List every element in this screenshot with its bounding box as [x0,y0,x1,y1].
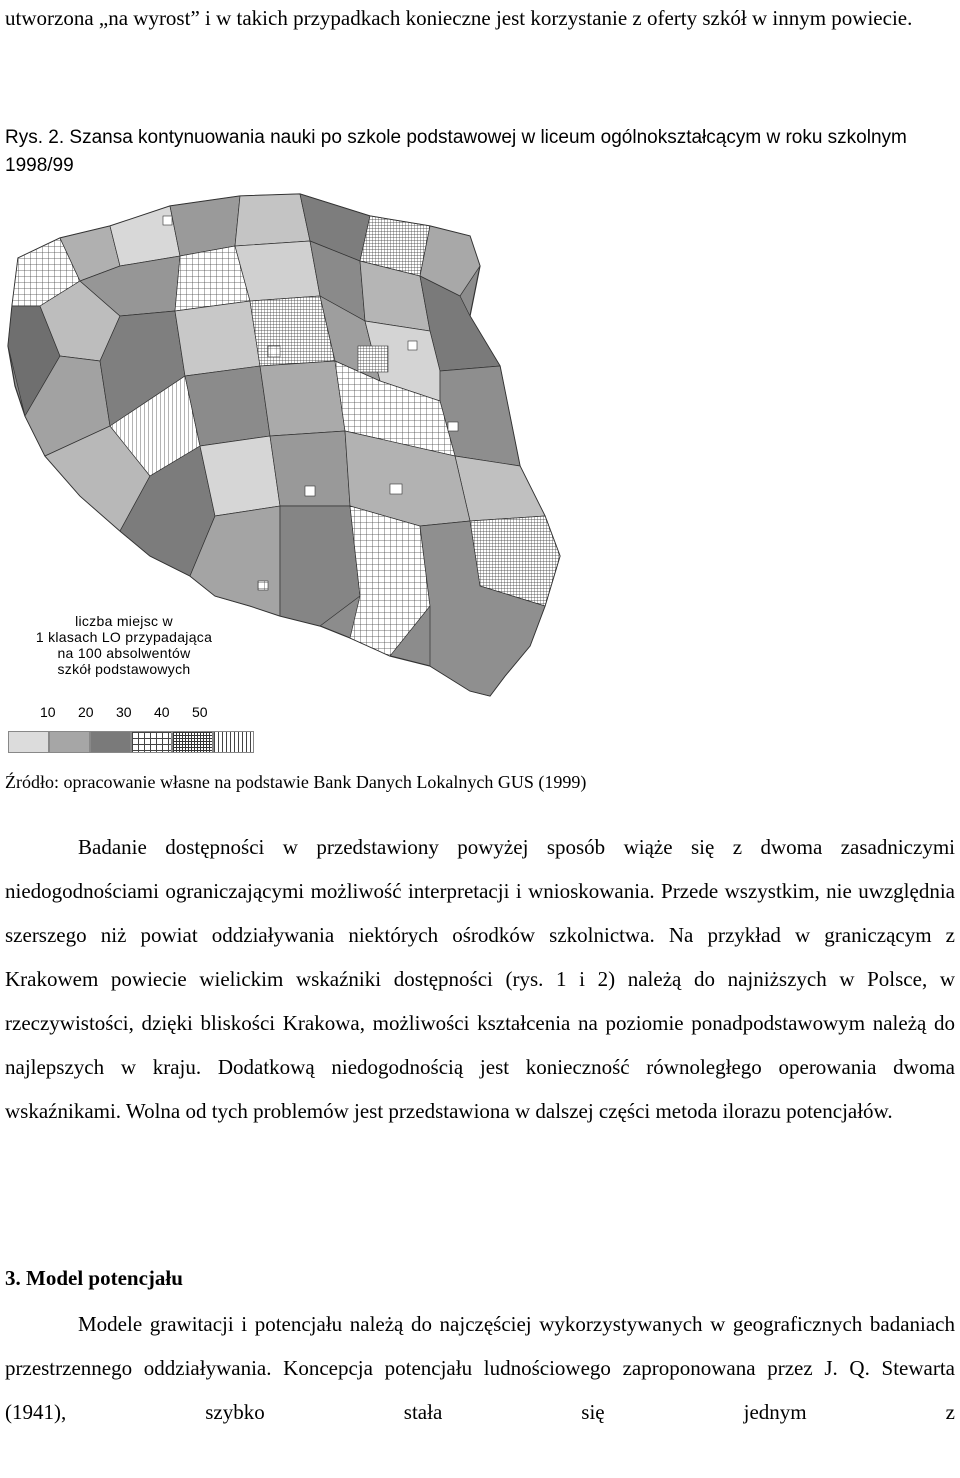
legend-title-line: 1 klasach LO przypadająca [35,629,213,645]
figure-source: Źródło: opracowanie własne na podstawie Bank Danych Lokalnych GUS (1999) [5,772,587,792]
legend-tick: 10 [40,704,56,720]
paragraph-text: Badanie dostępności w przedstawiony powyżej sposób wiąże się z dwoma zasadniczymi niedogodnościami ograniczającymi możliwość interpretacji i wnioskowania. Przede wszystkim, nie uwzględnia szerszego niż powiat oddziaływania niektórych ośrodków szkolnictwa. Na przykład w graniczącym z Krakowem powiecie wielickim wskaźniki dostępności (rys. 1 i 2) należą do najniższych w Polsce, w rzeczywistości, dzięki bliskości Krakowa, możliwości kształcenia na poziomie ponadpodstawowym należą do najlepszych w kraju. Dodatkową niedogodnością jest konieczność równoległego operowania dwoma wskaźnikami. Wolna od tych problemów jest przedstawiona w dalszej części metoda ilorazu potencjałów. [5,835,955,1123]
body-paragraph [5,1302,955,1478]
legend-title-line: szkół podstawowych [57,661,191,677]
paragraph-text: Modele grawitacji i potencjału należą do najczęściej wykorzystywanych w geograficznych badaniach przestrzennego oddziaływania. Koncepcja potencjału ludnościowego zaproponowana przez J. Q. Stewarta (1941), szybko stała się jednym z [5,1312,955,1424]
legend-tick: 20 [78,704,94,720]
legend-swatch [131,731,172,753]
legend-swatch [49,731,90,753]
legend-title-line: na 100 absolwentów [57,645,191,661]
intro-text: utworzona „na wyrost” i w takich przypadkach konieczne jest korzystanie z oferty szkół w innym powiecie. [5,6,913,30]
poland-districts-map [0,186,570,766]
legend-title-line: liczba miejsc w [75,613,173,629]
legend-swatch [8,731,49,753]
legend-ticks [40,704,230,720]
choropleth-map [0,186,570,766]
legend-swatch [172,731,213,753]
legend-title [14,613,234,677]
legend-tick: 30 [116,704,132,720]
legend-tick: 40 [154,704,170,720]
legend-tick: 50 [192,704,208,720]
legend-swatch [213,731,254,753]
body-paragraph [5,825,955,1133]
legend-swatch [90,731,131,753]
section-heading: 3. Model potencjału [5,1266,183,1290]
figure-caption: Rys. 2. Szansa kontynuowania nauki po szkole podstawowej w liceum ogólnokształcącym w roku szkolnym 1998/99 [5,127,907,176]
legend-swatches [8,731,254,753]
